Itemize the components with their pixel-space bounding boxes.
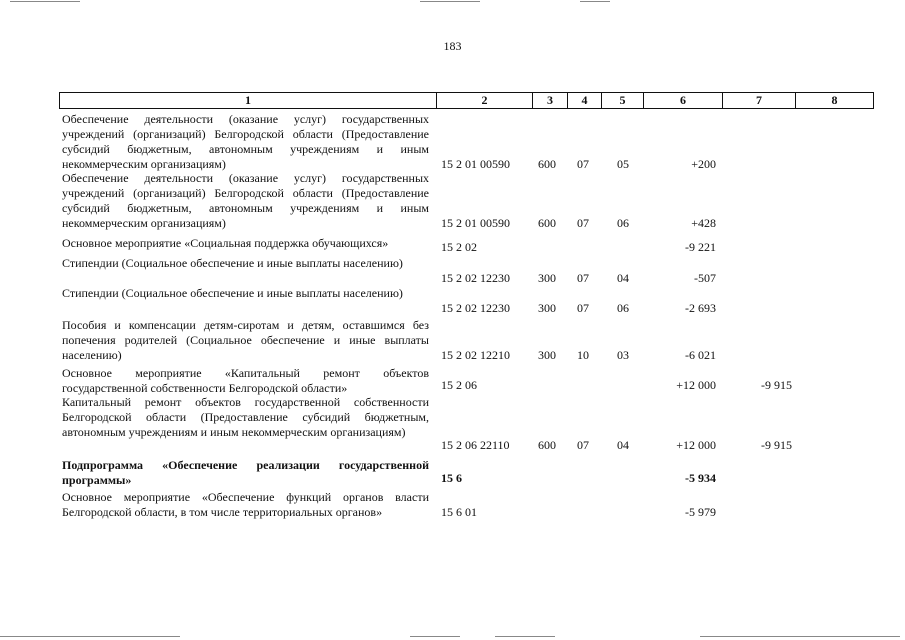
row-code: 15 2 02 12230 <box>441 271 510 285</box>
table-row-bold <box>0 458 905 488</box>
table-header-row <box>59 92 874 109</box>
row-code: 15 2 01 00590 <box>441 157 510 171</box>
row-code: 15 2 06 <box>441 378 477 392</box>
table-row <box>0 236 905 256</box>
scan-artifact-bottom <box>700 636 900 637</box>
row-code: 15 2 02 12210 <box>441 348 510 362</box>
header-col-7: 7 <box>723 93 796 108</box>
header-col-2: 2 <box>437 93 533 108</box>
table-row <box>0 286 905 316</box>
row-name: Основное мероприятие «Социальная поддержка обучающихся» <box>62 236 389 250</box>
row-col7: -9 915 <box>761 438 792 452</box>
row-code: 15 2 01 00590 <box>441 216 510 230</box>
header-col-5: 5 <box>602 93 644 108</box>
table-row <box>0 366 905 396</box>
row-vr: 600 <box>538 216 556 230</box>
scan-artifact-bottom <box>495 636 555 637</box>
row-pr: 04 <box>617 271 629 285</box>
row-pr: 04 <box>617 438 629 452</box>
header-col-8: 8 <box>831 93 838 107</box>
row-col6: -507 <box>694 271 716 285</box>
table-row <box>0 112 905 172</box>
row-col7: -9 915 <box>761 378 792 392</box>
row-pr: 03 <box>617 348 629 362</box>
row-rz: 07 <box>577 301 589 315</box>
row-col6: -5 934 <box>685 471 716 485</box>
row-rz: 07 <box>577 438 589 452</box>
row-col6: -5 979 <box>685 505 716 519</box>
row-pr: 05 <box>617 157 629 171</box>
row-name: Капитальный ремонт объектов государственной собственности Белгородской области (Предоставление субсидий бюджетным, автономным учреждениям и иным некоммерческим организациям) <box>62 395 429 439</box>
row-pr: 06 <box>617 301 629 315</box>
row-code: 15 2 02 <box>441 240 477 254</box>
header-col-4: 4 <box>568 93 602 108</box>
row-rz: 07 <box>577 216 589 230</box>
row-pr: 06 <box>617 216 629 230</box>
row-rz: 07 <box>577 271 589 285</box>
row-name: Обеспечение деятельности (оказание услуг) государственных учреждений (организаций) Белгородской области (Предоставление субсидий бюджетным, автономным учреждениям и иным некоммерческим организациям) <box>62 112 429 171</box>
scan-artifact-top <box>580 1 610 2</box>
row-name: Обеспечение деятельности (оказание услуг) государственных учреждений (организаций) Белгородской области (Предоставление субсидий бюджетным, автономным учреждениям и иным некоммерческим организациям) <box>62 171 429 230</box>
row-code: 15 2 06 22110 <box>441 438 510 452</box>
row-vr: 600 <box>538 438 556 452</box>
row-col6: -2 693 <box>685 301 716 315</box>
row-col6: +428 <box>691 216 716 230</box>
header-col-6: 6 <box>644 93 723 108</box>
row-col6: +12 000 <box>676 378 716 392</box>
table-row <box>0 318 905 363</box>
scan-artifact-bottom <box>0 636 180 637</box>
scan-artifact-top <box>10 1 80 2</box>
row-col6: -9 221 <box>685 240 716 254</box>
row-col6: -6 021 <box>685 348 716 362</box>
scan-artifact-top <box>420 1 480 2</box>
row-code: 15 6 <box>441 471 462 485</box>
row-vr: 300 <box>538 348 556 362</box>
table-row <box>0 395 905 455</box>
row-rz: 10 <box>577 348 589 362</box>
table-row <box>0 256 905 286</box>
row-vr: 300 <box>538 271 556 285</box>
header-col-1: 1 <box>60 93 437 108</box>
scan-artifact-bottom <box>410 636 460 637</box>
row-name: Пособия и компенсации детям-сиротам и детям, оставшимся без попечения родителей (Социальное обеспечение и иные выплаты населению) <box>62 318 429 362</box>
row-name: Стипендии (Социальное обеспечение и иные выплаты населению) <box>62 256 403 270</box>
row-name: Стипендии (Социальное обеспечение и иные выплаты населению) <box>62 286 403 300</box>
row-col6: +12 000 <box>676 438 716 452</box>
row-name: Основное мероприятие «Капитальный ремонт объектов государственной собственности Белгородской области» <box>62 366 429 395</box>
row-code: 15 6 01 <box>441 505 477 519</box>
table-row <box>0 490 905 520</box>
row-vr: 600 <box>538 157 556 171</box>
row-col6: +200 <box>691 157 716 171</box>
row-vr: 300 <box>538 301 556 315</box>
page-number: 183 <box>443 39 462 53</box>
table-row <box>0 171 905 231</box>
row-rz: 07 <box>577 157 589 171</box>
row-name: Основное мероприятие «Обеспечение функций органов власти Белгородской области, в том числе территориальных органов» <box>62 490 429 519</box>
row-name: Подпрограмма «Обеспечение реализации государственной программы» <box>62 458 429 487</box>
row-code: 15 2 02 12230 <box>441 301 510 315</box>
header-col-3: 3 <box>533 93 568 108</box>
